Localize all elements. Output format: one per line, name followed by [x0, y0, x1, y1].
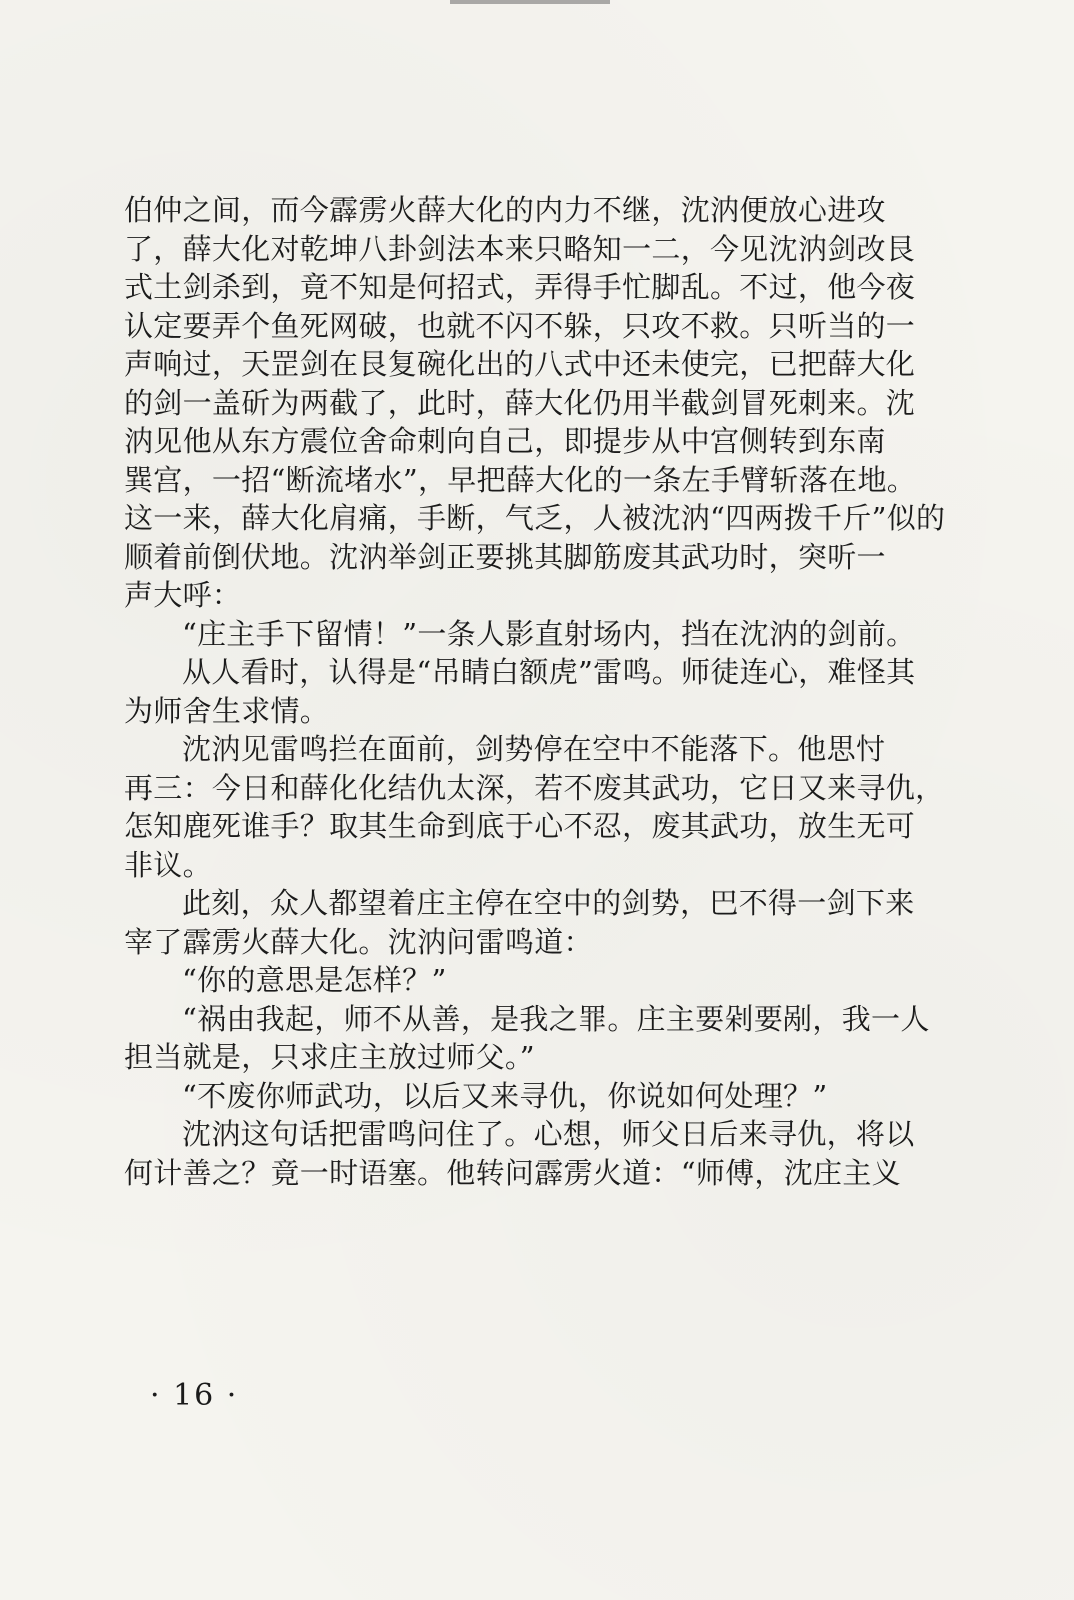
scan-edge-mark: [450, 0, 610, 4]
text-line: 伯仲之间，而今霹雳火薛大化的内力不继，沈汭便放心进攻: [124, 193, 886, 227]
text-line: “你的意思是怎样？”: [182, 963, 447, 997]
text-line: 了，薛大化对乾坤八卦剑法本来只略知一二，今见沈汭剑改艮: [124, 231, 916, 266]
text-line: 式土剑杀到，竟不知是何招式，弄得手忙脚乱。不过，他今夜: [124, 270, 916, 304]
page-number: · 16 ·: [150, 1378, 239, 1413]
text-line: 声响过，天罡剑在艮复碗化出的八式中还未使完，已把薛大化: [124, 347, 916, 381]
body-text: [124, 191, 950, 1192]
text-line: 认定要弄个鱼死网破，也就不闪不躲，只攻不救。只听当的一: [124, 308, 916, 343]
text-line: “庄主手下留情！”一条人影直射场内，挡在沈汭的剑前。: [182, 616, 916, 651]
text-line: 声大呼：: [124, 578, 242, 612]
text-line: “不废你师武功，以后又来寻仇，你说如何处理？”: [182, 1078, 828, 1113]
text-line: 的剑一盖斫为两截了，此时，薛大化仍用半截剑冒死刺来。沈: [124, 385, 916, 420]
text-line: 此刻，众人都望着庄主停在空中的剑势，巴不得一剑下来: [182, 886, 915, 920]
text-line: 这一来，薛大化肩痛，手断，气乏，人被沈汭“四两拨千斤”似的: [124, 501, 946, 535]
text-line: 非议。: [124, 847, 212, 882]
text-line: 为师舍生求情。: [124, 693, 330, 728]
text-line: 再三：今日和薛化化结仇太深，若不废其武功，它日又来寻仇，: [124, 770, 945, 805]
text-line: 巽宫，一招“断流堵水”，早把薛大化的一条左手臂斩落在地。: [124, 462, 917, 497]
text-line: 宰了霹雳火薛大化。沈汭问雷鸣道：: [124, 924, 593, 959]
text-line: 顺着前倒伏地。沈汭举剑正要挑其脚筋废其武功时，突听一: [124, 539, 886, 574]
text-line: 担当就是，只求庄主放过师父。”: [124, 1040, 535, 1074]
text-line: 何计善之？竟一时语塞。他转问霹雳火道：“师傅，沈庄主义: [124, 1155, 901, 1190]
text-line: 怎知鹿死谁手？取其生命到底于心不忍，废其武功，放生无可: [124, 809, 916, 843]
text-line: 沈汭见雷鸣拦在面前，剑势停在空中不能落下。他思忖: [182, 732, 886, 766]
text-line: 沈汭这句话把雷鸣问住了。心想，师父日后来寻仇，将以: [182, 1117, 915, 1151]
text-line: 汭见他从东方震位舍命刺向自己，即提步从中宫侧转到东南: [124, 424, 886, 458]
text-line: 从人看时，认得是“吊睛白额虎”雷鸣。师徒连心，难怪其: [182, 655, 916, 689]
text-line: “祸由我起，师不从善，是我之罪。庄主要剁要剐，我一人: [182, 1001, 930, 1036]
